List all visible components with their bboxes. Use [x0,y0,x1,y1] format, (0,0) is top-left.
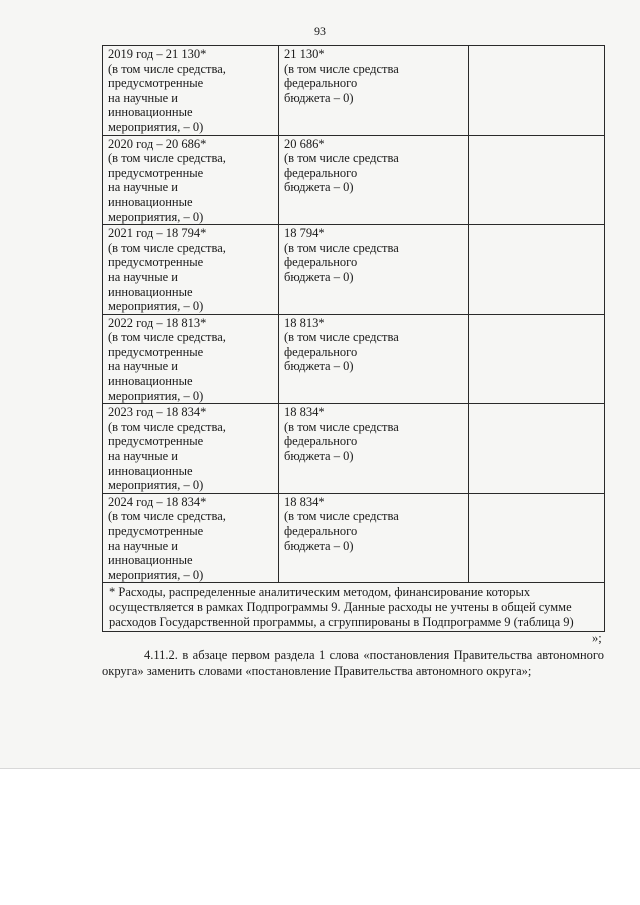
table-row [103,493,605,583]
empty-cell [469,314,605,404]
empty-cell [469,493,605,583]
empty-cell [469,135,605,225]
amount-cell: 18 834* (в том числе средства федерального бюджета – 0) [279,493,469,583]
empty-cell [469,404,605,494]
amount-cell: 20 686* (в том числе средства федерального бюджета – 0) [279,135,469,225]
table-row [103,135,605,225]
empty-cell [469,46,605,136]
footnote-text: * Расходы, распределенные аналитическим методом, финансирование которых осуществляется в рамках Подпрограммы 9. Данные расходы не учтены в общей сумме расходов Государственной программы, а сгруппированы в Подпрограмме 9 (таблица 9) [103,583,605,632]
table-row [103,46,605,136]
footnote-row [103,583,605,632]
amount-cell: 18 834* (в том числе средства федерального бюджета – 0) [279,404,469,494]
year-total-cell: 2022 год – 18 813* (в том числе средства, предусмотренные на научные и инновационные мероприятия, – 0) [103,314,279,404]
table-row [103,404,605,494]
amount-cell: 18 794* (в том числе средства федерального бюджета – 0) [279,225,469,315]
year-total-cell: 2020 год – 20 686* (в том числе средства, предусмотренные на научные и инновационные мероприятия, – 0) [103,135,279,225]
table-row [103,225,605,315]
amount-cell: 21 130* (в том числе средства федерального бюджета – 0) [279,46,469,136]
table-row [103,314,605,404]
year-total-cell: 2024 год – 18 834* (в том числе средства, предусмотренные на научные и инновационные мероприятия, – 0) [103,493,279,583]
year-total-cell: 2021 год – 18 794* (в том числе средства, предусмотренные на научные и инновационные мероприятия, – 0) [103,225,279,315]
year-total-cell: 2023 год – 18 834* (в том числе средства, предусмотренные на научные и инновационные мероприятия, – 0) [103,404,279,494]
funding-table [102,45,605,632]
closing-quote-mark: »; [592,631,602,645]
empty-cell [469,225,605,315]
amount-cell: 18 813* (в том числе средства федерального бюджета – 0) [279,314,469,404]
page-number: 93 [314,24,326,38]
amendment-paragraph: 4.11.2. в абзаце первом раздела 1 слова «постановления Правительства автономного округа» заменить словами «постановление Правительства автономного округа»; [102,648,604,678]
year-total-cell: 2019 год – 21 130* (в том числе средства, предусмотренные на научные и инновационные мероприятия, – 0) [103,46,279,136]
